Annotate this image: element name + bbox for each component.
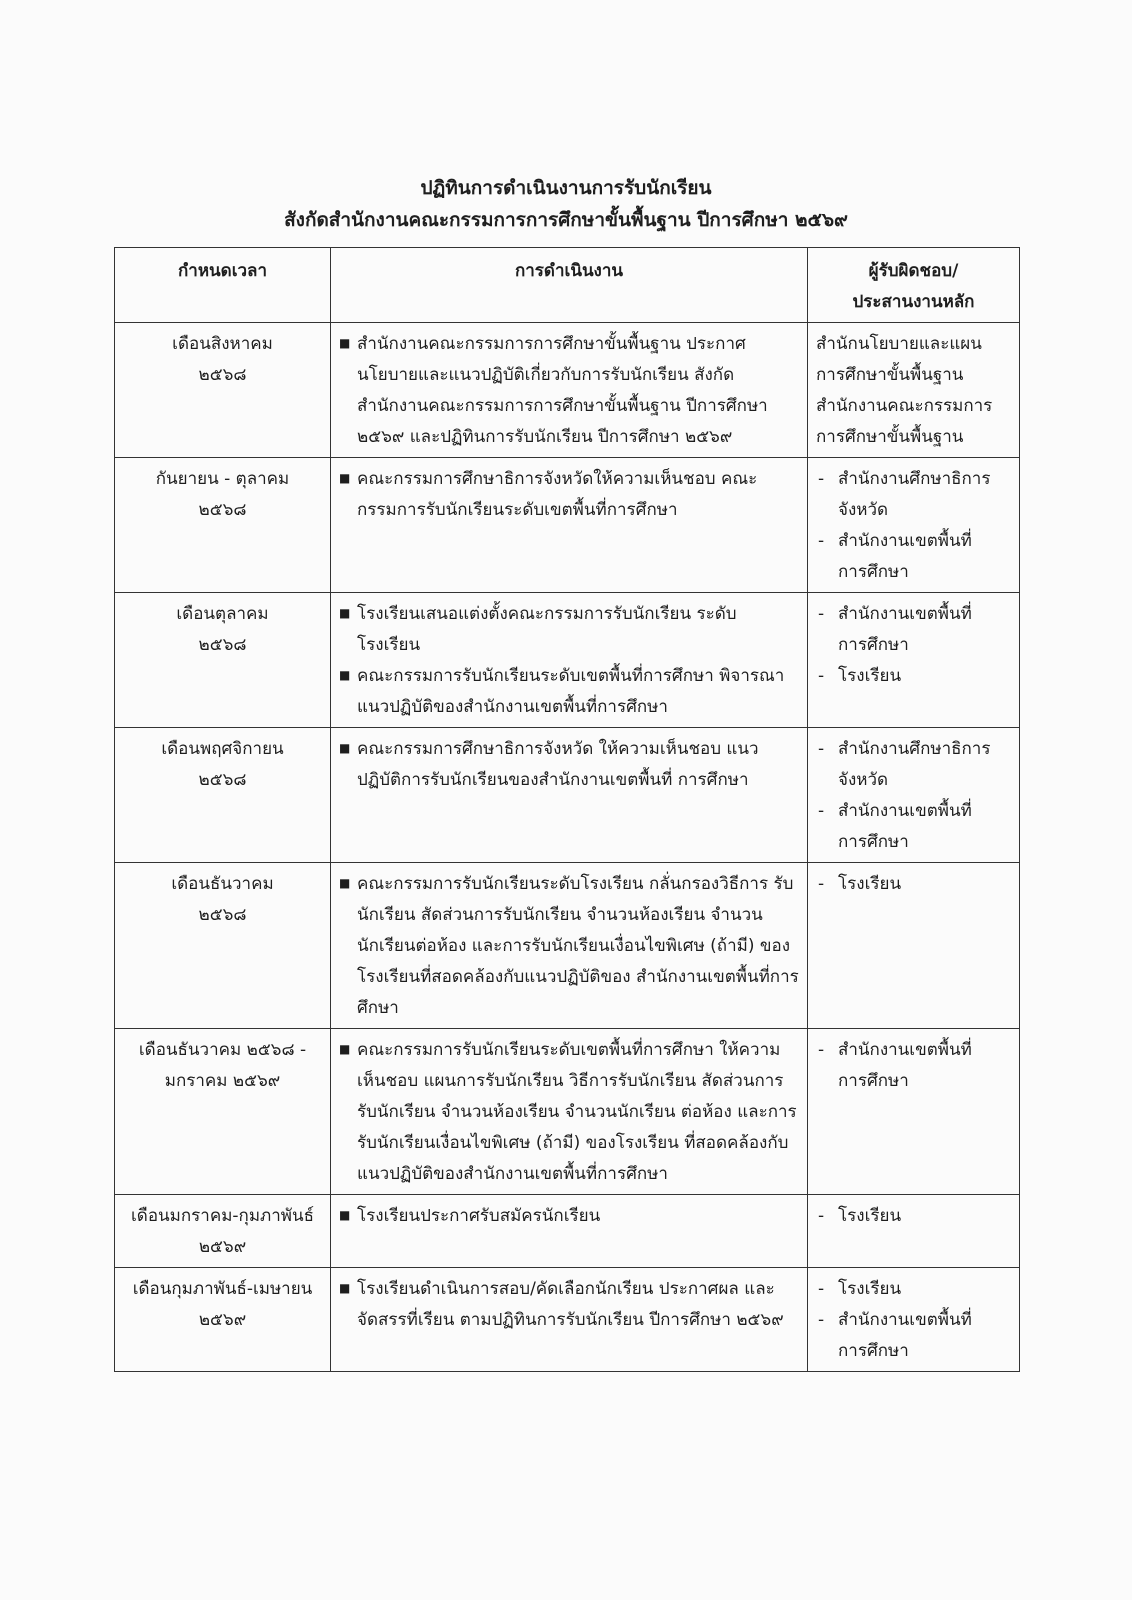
dash-bullet-icon: -: [818, 801, 825, 821]
dash-bullet-icon: -: [818, 604, 825, 624]
responsible-item: [816, 1035, 1011, 1097]
table-body: [115, 323, 1020, 1372]
responsible-unit: สำนักงานเขตพื้นที่ การศึกษา: [838, 531, 972, 582]
schedule-time: เดือนธันวาคม ๒๕๖๘: [115, 863, 331, 1029]
table-row: [115, 1029, 1020, 1195]
action-text: โรงเรียนประกาศรับสมัครนักเรียน: [357, 1206, 601, 1226]
actions-cell: [331, 1029, 808, 1195]
action-text: คณะกรรมการรับนักเรียนระดับเขตพื้นที่การศึกษา พิจารณาแนวปฏิบัติของสำนักงานเขตพื้นที่การศึกษา: [357, 666, 785, 717]
table-row: [115, 863, 1020, 1029]
schedule-time: เดือนตุลาคม ๒๕๖๘: [115, 593, 331, 728]
responsible-text: สำนักนโยบายและแผน การศึกษาขั้นพื้นฐาน สำนักงานคณะกรรมการ การศึกษาขั้นพื้นฐาน: [816, 334, 993, 447]
action-item: [339, 1274, 799, 1336]
table-row: [115, 593, 1020, 728]
responsible-item: [816, 661, 1011, 692]
schedule-time: เดือนมกราคม-กุมภาพันธ์ ๒๕๖๙: [115, 1195, 331, 1268]
table-row: [115, 1195, 1020, 1268]
square-bullet-icon: ■: [339, 876, 351, 890]
actions-cell: [331, 863, 808, 1029]
responsible-cell: [808, 728, 1020, 863]
title-line-2: สังกัดสำนักงานคณะกรรมการการศึกษาขั้นพื้นฐาน ปีการศึกษา ๒๕๖๙: [284, 209, 848, 231]
schedule-time: เดือนพฤศจิกายน ๒๕๖๘: [115, 728, 331, 863]
actions-cell: [331, 1195, 808, 1268]
responsible-unit: สำนักงานเขตพื้นที่ การศึกษา: [838, 801, 972, 852]
responsible-unit: โรงเรียน: [838, 1279, 902, 1299]
responsible-unit: สำนักงานศึกษาธิการ จังหวัด: [838, 739, 991, 790]
responsible-item: [816, 464, 1011, 526]
dash-bullet-icon: -: [818, 666, 825, 686]
responsible-cell: [808, 1029, 1020, 1195]
action-item: [339, 869, 799, 1024]
responsible-cell: [808, 863, 1020, 1029]
header-time: กำหนดเวลา: [115, 248, 331, 323]
action-item: [339, 1201, 799, 1232]
responsible-unit: สำนักงานเขตพื้นที่ การศึกษา: [838, 604, 972, 655]
responsible-unit: โรงเรียน: [838, 1206, 902, 1226]
responsible-item: [816, 734, 1011, 796]
table-row: [115, 1268, 1020, 1372]
title-line-1: ปฏิทินการดำเนินงานการรับนักเรียน: [420, 177, 712, 199]
header-action: การดำเนินงาน: [331, 248, 808, 323]
actions-cell: [331, 1268, 808, 1372]
dash-bullet-icon: -: [818, 874, 825, 894]
action-text: คณะกรรมการรับนักเรียนระดับเขตพื้นที่การศึกษา ให้ความเห็นชอบ แผนการรับนักเรียน วิธีการรับนักเรียน สัดส่วนการรับนักเรียน จำนวนห้องเรียน จำนวนนักเรียน ต่อห้อง และการรับนักเรียนเงื่อนไขพิเศษ (ถ้ามี) ของโรงเรียน ที่สอดคล้องกับแนวปฏิบัติของสำนักงานเขตพื้นที่การศึกษา: [357, 1040, 797, 1184]
responsible-item: [816, 1201, 1011, 1232]
responsible-unit: สำนักงานเขตพื้นที่ การศึกษา: [838, 1040, 972, 1091]
responsible-item: [816, 1274, 1011, 1305]
actions-cell: [331, 593, 808, 728]
actions-cell: [331, 728, 808, 863]
action-text: สำนักงานคณะกรรมการการศึกษาขั้นพื้นฐาน ประกาศนโยบายและแนวปฏิบัติเกี่ยวกับการรับนักเรียน สังกัดสำนักงานคณะกรรมการการศึกษาขั้นพื้นฐาน ปีการศึกษา ๒๕๖๙ และปฏิทินการรับนักเรียน ปีการศึกษา ๒๕๖๙: [357, 334, 768, 447]
responsible-unit: โรงเรียน: [838, 874, 902, 894]
responsible-item: [816, 869, 1011, 900]
dash-bullet-icon: -: [818, 531, 825, 551]
actions-cell: [331, 458, 808, 593]
table-row: [115, 728, 1020, 863]
action-item: [339, 734, 799, 796]
responsible-item: [816, 526, 1011, 588]
responsible-unit: สำนักงานเขตพื้นที่ การศึกษา: [838, 1310, 972, 1361]
dash-bullet-icon: -: [818, 1206, 825, 1226]
responsible-cell: [808, 323, 1020, 458]
header-row: [115, 248, 1020, 323]
action-text: คณะกรรมการศึกษาธิการจังหวัด ให้ความเห็นชอบ แนวปฏิบัติการรับนักเรียนของสำนักงานเขตพื้นที่ การศึกษา: [357, 739, 759, 790]
responsible-cell: [808, 1195, 1020, 1268]
table-row: [115, 323, 1020, 458]
page-title: [0, 172, 1132, 236]
square-bullet-icon: ■: [339, 668, 351, 682]
action-item: [339, 661, 799, 723]
square-bullet-icon: ■: [339, 336, 351, 350]
action-text: โรงเรียนดำเนินการสอบ/คัดเลือกนักเรียน ประกาศผล และจัดสรรที่เรียน ตามปฏิทินการรับนักเรียน ปีการศึกษา ๒๕๖๙: [357, 1279, 784, 1330]
action-item: [339, 464, 799, 526]
responsible-unit: สำนักงานศึกษาธิการ จังหวัด: [838, 469, 991, 520]
action-item: [339, 329, 799, 453]
square-bullet-icon: ■: [339, 471, 351, 485]
schedule-time: กันยายน - ตุลาคม ๒๕๖๘: [115, 458, 331, 593]
dash-bullet-icon: -: [818, 1310, 825, 1330]
responsible-cell: [808, 593, 1020, 728]
table-row: [115, 458, 1020, 593]
schedule-time: เดือนสิงหาคม ๒๕๖๘: [115, 323, 331, 458]
dash-bullet-icon: -: [818, 1279, 825, 1299]
header-responsible: ผู้รับผิดชอบ/ ประสานงานหลัก: [808, 248, 1020, 323]
schedule-table: [114, 247, 1020, 1372]
responsible-item: [816, 1305, 1011, 1367]
responsible-cell: [808, 458, 1020, 593]
responsible-cell: [808, 1268, 1020, 1372]
dash-bullet-icon: -: [818, 739, 825, 759]
actions-cell: [331, 323, 808, 458]
responsible-unit: โรงเรียน: [838, 666, 902, 686]
dash-bullet-icon: -: [818, 469, 825, 489]
square-bullet-icon: ■: [339, 1208, 351, 1222]
square-bullet-icon: ■: [339, 606, 351, 620]
dash-bullet-icon: -: [818, 1040, 825, 1060]
square-bullet-icon: ■: [339, 741, 351, 755]
action-item: [339, 1035, 799, 1190]
action-text: คณะกรรมการศึกษาธิการจังหวัดให้ความเห็นชอบ คณะกรรมการรับนักเรียนระดับเขตพื้นที่การศึกษา: [357, 469, 758, 520]
schedule-time: เดือนธันวาคม ๒๕๖๘ - มกราคม ๒๕๖๙: [115, 1029, 331, 1195]
schedule-time: เดือนกุมภาพันธ์-เมษายน ๒๕๖๙: [115, 1268, 331, 1372]
action-item: [339, 599, 799, 661]
responsible-item: [816, 796, 1011, 858]
responsible-item: [816, 599, 1011, 661]
square-bullet-icon: ■: [339, 1042, 351, 1056]
action-text: โรงเรียนเสนอแต่งตั้งคณะกรรมการรับนักเรียน ระดับโรงเรียน: [357, 604, 737, 655]
square-bullet-icon: ■: [339, 1281, 351, 1295]
action-text: คณะกรรมการรับนักเรียนระดับโรงเรียน กลั่นกรองวิธีการ รับนักเรียน สัดส่วนการรับนักเรียน จำนวนห้องเรียน จำนวนนักเรียนต่อห้อง และการรับนักเรียนเงื่อนไขพิเศษ (ถ้ามี) ของโรงเรียนที่สอดคล้องกับแนวปฏิบัติของ สำนักงานเขตพื้นที่การศึกษา: [357, 874, 799, 1018]
